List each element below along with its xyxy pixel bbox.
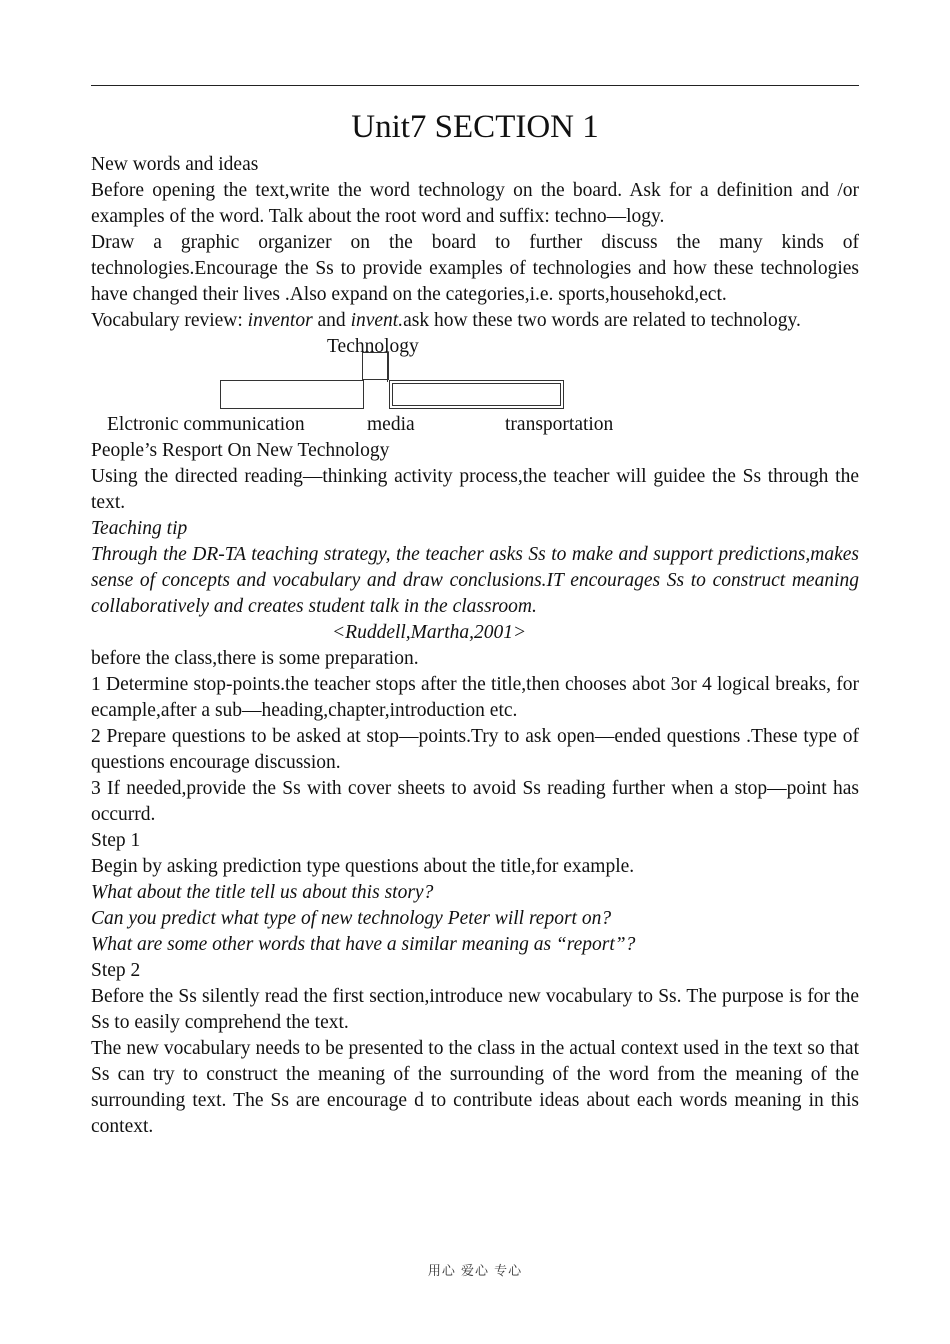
graphic-organizer	[91, 334, 859, 412]
paragraph-before-ss-read: Before the Ss silently read the first section,introduce new vocabulary to Ss. The purpose is for the Ss to easily comprehend the text.	[91, 986, 859, 1033]
organizer-connector-line	[387, 352, 389, 382]
paragraph-peoples-report: People’s Resport On New Technology	[91, 440, 390, 461]
step-2-heading: Step 2	[91, 960, 141, 981]
vocab-prefix: Vocabulary review:	[91, 310, 248, 331]
vocab-suffix: ask how these two words are related to technology.	[403, 310, 801, 331]
paragraph-teaching-tip: Through the DR-TA teaching strategy, the teacher asks Ss to make and support predictions,makes sense of concepts and vocabulary and draw conclusions.IT encourages Ss to construct meaning collaboratively and creates student talk in the classroom.	[91, 544, 859, 617]
paragraph-begin-asking: Begin by asking prediction type questions about the title,for example.	[91, 856, 635, 877]
question-3: What are some other words that have a similar meaning as “report”?	[91, 934, 636, 955]
paragraph-new-vocabulary: The new vocabulary needs to be presented to the class in the actual context used in the text so that Ss can try to construct the meaning of the surrounding of the word from the meaning of the surrounding text. The Ss are encourage d to contribute ideas about each words meaning in this context.	[91, 1038, 859, 1137]
organizer-label-electronic-communication: Elctronic communication	[107, 414, 305, 435]
step-1-heading: Step 1	[91, 830, 141, 851]
organizer-connector-box	[362, 352, 389, 380]
document-body	[91, 152, 859, 1140]
paragraph-before-opening: Before opening the text,write the word technology on the board. Ask for a definition and /or examples of the word. Talk about the root word and suffix: techno—logy.	[91, 180, 859, 227]
paragraph-using-drta: Using the directed reading—thinking activity process,the teacher will guidee the Ss through the text.	[91, 466, 859, 513]
paragraph-draw-organizer: Draw a graphic organizer on the board to further discuss the many kinds of technologies.Encourage the Ss to provide examples of technologies and how these technologies have changed their lives .Also expand on the categories,i.e. sports,househokd,ect.	[91, 232, 859, 305]
paragraph-step-list-1: 1 Determine stop-points.the teacher stops after the title,then chooses abot 3or 4 logical breaks, for ecample,after a sub—heading,chapter,introduction etc.	[91, 674, 859, 721]
teaching-tip-heading: Teaching tip	[91, 518, 188, 539]
paragraph-new-words: New words and ideas	[91, 154, 259, 175]
vocab-word-invent: invent.	[350, 310, 404, 331]
vocab-word-inventor: inventor	[247, 310, 313, 331]
organizer-label-media: media	[367, 414, 415, 435]
paragraph-step-list-2: 2 Prepare questions to be asked at stop—points.Try to ask open—ended questions .These type of questions encourage discussion.	[91, 726, 859, 773]
page-footer: 用心 爱心 专心	[427, 1264, 523, 1279]
paragraph-before-class: before the class,there is some preparation.	[91, 648, 419, 669]
organizer-left-box	[220, 380, 364, 409]
organizer-category-labels	[91, 412, 859, 438]
paragraph-step-list-3: 3 If needed,provide the Ss with cover sheets to avoid Ss reading further when a stop—point has occurrd.	[91, 778, 859, 825]
organizer-technology-label: Technology	[327, 336, 419, 357]
page-title: Unit7 SECTION 1	[351, 109, 599, 145]
paragraph-vocabulary-review	[91, 308, 859, 334]
citation: <Ruddell,Martha,2001>	[332, 622, 527, 643]
header-rule	[91, 85, 859, 86]
question-1: What about the title tell us about this story?	[91, 882, 434, 903]
vocab-and: and	[312, 310, 351, 331]
organizer-label-transportation: transportation	[505, 414, 614, 435]
question-2: Can you predict what type of new technology Peter will report on?	[91, 908, 612, 929]
organizer-right-box	[389, 380, 564, 409]
